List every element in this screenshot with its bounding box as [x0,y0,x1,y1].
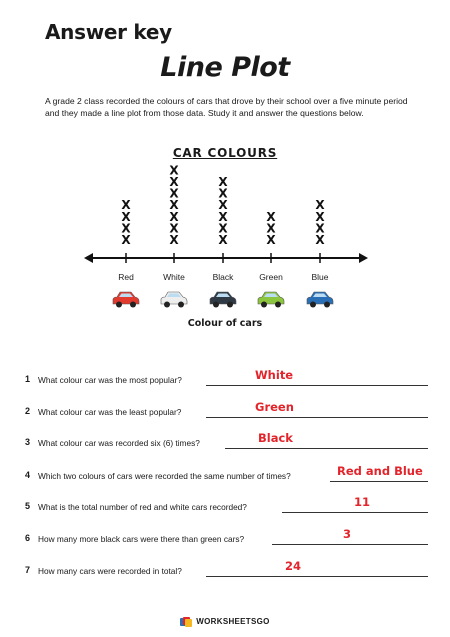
left-arrow-icon [84,253,93,263]
question-item [0,368,450,394]
question-item [0,527,450,553]
x-marker: X [315,221,325,236]
x-marker: X [218,175,228,189]
car-wheel-icon [310,302,316,308]
question-item [0,400,450,426]
intro-paragraph: A grade 2 class recorded the colours of cars that drove by their school over a five minute period and they made a line plot from those data. Study it and answer the questions below. [45,96,408,118]
x-marker: X [218,209,228,224]
question-item [0,464,450,490]
x-marker: X [266,233,276,247]
answer-text: 24 [285,559,302,573]
answer-line [272,544,428,545]
question-text: What colour car was the least popular? [38,407,182,417]
question-text: How many cars were recorded in total? [38,566,182,576]
footer-brand [0,617,450,627]
answer-text: Black [258,431,293,445]
x-marker: X [315,198,325,213]
car-wheel-icon [164,302,170,308]
answer-text: White [255,368,294,382]
answer-line [282,512,428,513]
question-text: What colour car was recorded six (6) times? [38,438,200,448]
worksheetsgo-logo-icon [180,617,192,627]
answer-line [206,576,428,577]
x-marker: X [169,163,179,178]
x-marker: X [169,221,179,236]
x-marker: X [315,209,325,224]
question-text: What colour car was the most popular? [38,375,182,385]
car-wheel-icon [178,302,184,308]
answer-text: 11 [354,495,371,509]
x-marker: X [121,209,131,224]
question-text: What is the total number of red and white cars recorded? [38,502,247,512]
x-marker: X [266,209,276,224]
x-marker: X [169,186,179,201]
car-wheel-icon [213,302,219,308]
answer-text: 3 [343,527,352,541]
x-marker: X [218,186,228,201]
car-wheel-icon [275,302,281,308]
question-number: 3 [25,437,31,447]
x-marker: X [169,209,179,224]
x-marker: X [315,233,325,247]
brand-name: WORKSHEETSGO [196,617,270,627]
car-wheel-icon [227,302,233,308]
car-wheel-icon [116,302,122,308]
answer-key-heading: Answer key [45,20,172,44]
x-marker: X [218,198,228,213]
x-marker: X [121,198,131,213]
answer-line [206,385,428,386]
answer-line [330,481,428,482]
answer-text: Red and Blue [337,464,423,478]
question-text: How many more black cars were there than green cars? [38,534,245,544]
right-arrow-icon [359,253,368,263]
question-item [0,559,450,585]
car-wheel-icon [261,302,267,308]
x-marker: X [169,198,179,213]
answer-text: Green [255,400,294,414]
question-number: 7 [25,565,31,575]
x-axis-label: Colour of cars [187,318,263,329]
chart-title: CAR COLOURS [172,146,278,160]
x-marker: X [121,233,131,247]
x-marker: X [266,221,276,236]
question-item [0,495,450,521]
x-marker: X [121,221,131,236]
car-wheel-icon [130,302,136,308]
category-label: Black [212,272,234,282]
question-text: Which two colours of cars were recorded the same number of times? [38,471,291,481]
question-number: 2 [25,406,31,416]
question-number: 1 [25,374,31,384]
category-label: White [163,272,185,282]
question-item [0,431,450,457]
answer-line [225,448,428,449]
category-label: Green [259,272,283,282]
x-marker: X [218,221,228,236]
question-number: 5 [25,501,31,511]
answer-line [206,417,428,418]
car-wheel-icon [324,302,330,308]
x-marker: X [169,233,179,247]
document-title: Line Plot [160,52,290,83]
category-label: Red [118,272,134,282]
question-number: 6 [25,533,31,543]
category-label: Blue [311,272,329,282]
question-number: 4 [25,470,31,480]
x-marker: X [169,175,179,189]
x-marker: X [218,233,228,247]
